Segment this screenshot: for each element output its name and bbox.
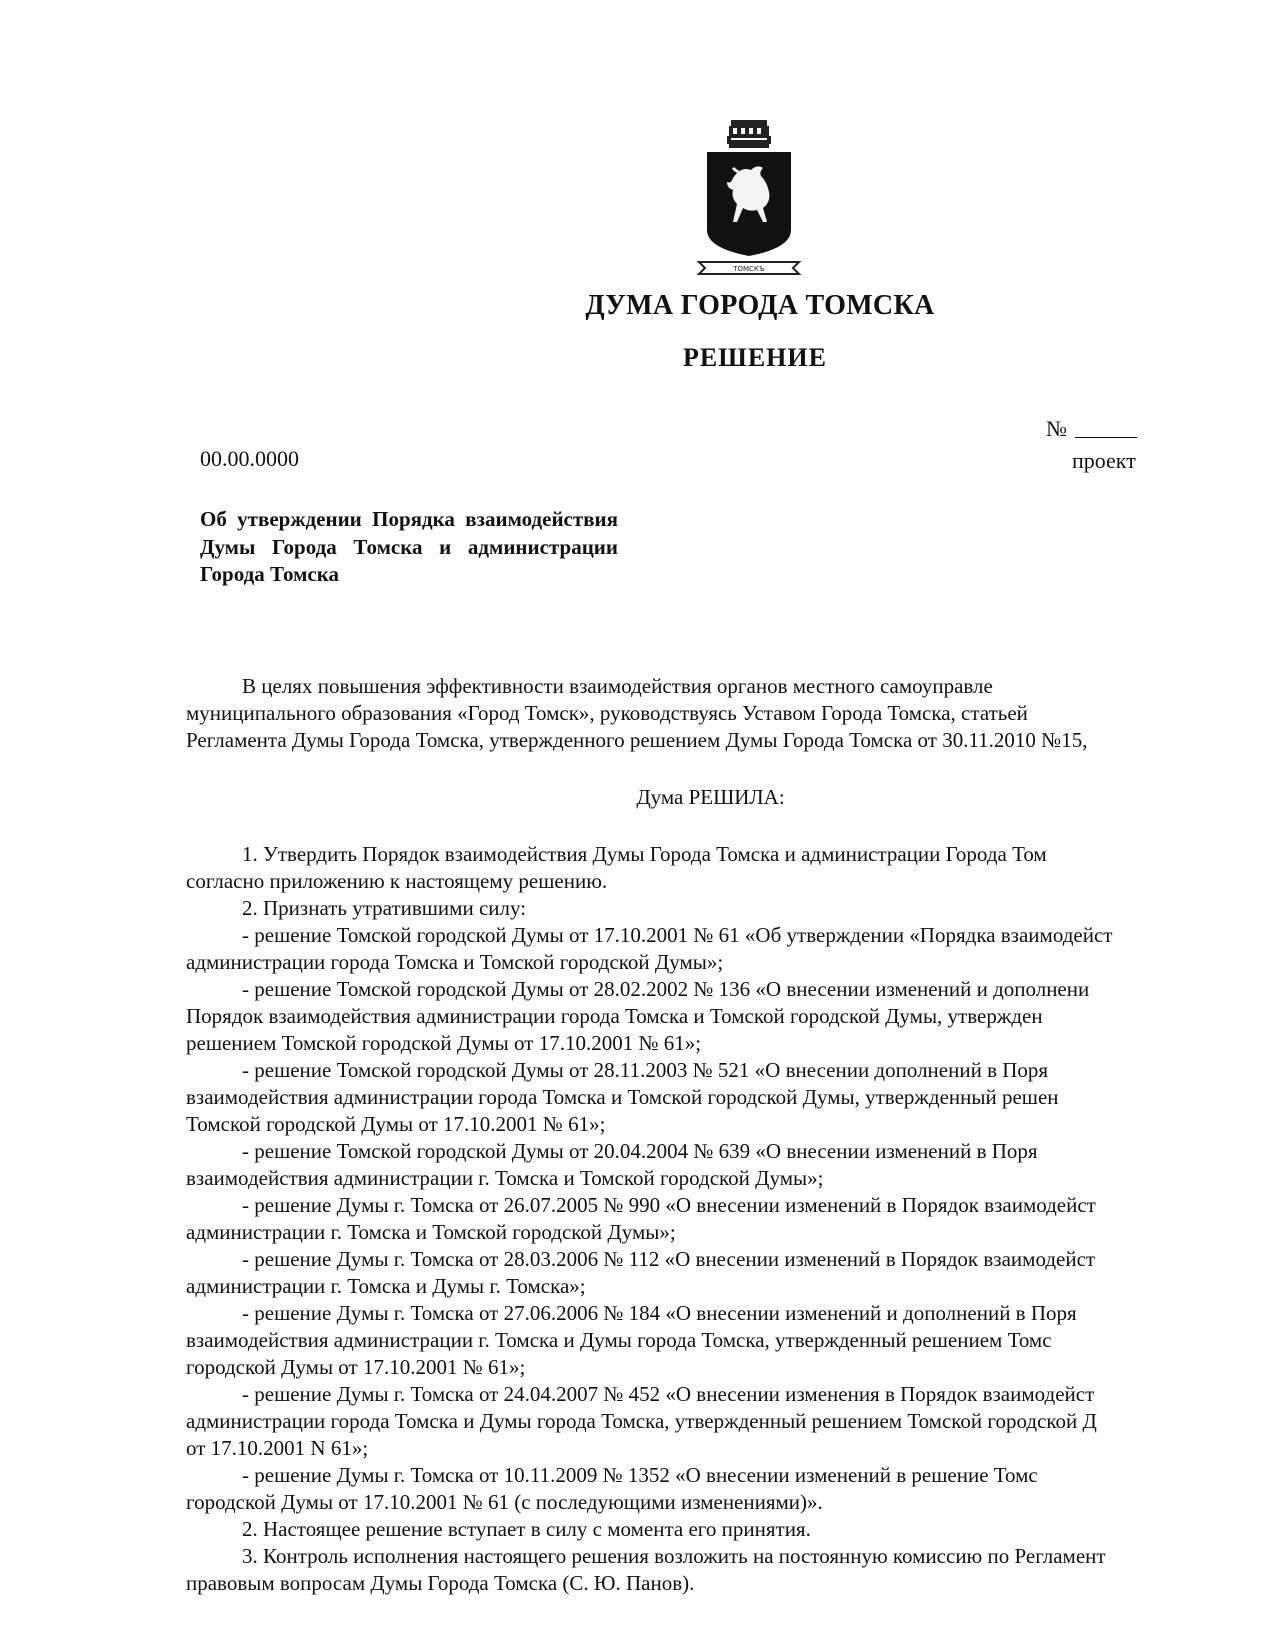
body-line: городской Думы от 17.10.2001 № 61»; [186,1355,526,1379]
body-line: - решение Томской городской Думы от 20.04.2004 № 639 «О внесении изменений в Поря [242,1139,1038,1163]
body-line: - решение Думы г. Томска от 24.04.2007 № 452 «О внесении изменения в Порядок взаимодейст [242,1382,1095,1406]
body-line: взаимодействия администрации города Томска и Томской городской Думы, утвержденный решен [186,1085,1059,1109]
body-line: - решение Томской городской Думы от 17.10.2001 № 61 «Об утверждении «Порядка взаимодейст [242,923,1113,947]
document-type: РЕШЕНИЕ [683,343,827,372]
body-line: - решение Думы г. Томска от 28.03.2006 № 112 «О внесении изменений в Порядок взаимодейст [242,1247,1096,1271]
body-line: администрации г. Томска и Томской городской Думы»; [186,1220,676,1244]
organization-name: ДУМА ГОРОДА ТОМСКА [585,290,935,321]
body-line: администрации города Томска и Думы города Томска, утвержденный решением Томской городской Д [186,1409,1097,1433]
body-line: от 17.10.2001 N 61»; [186,1436,369,1460]
body-line: администрации города Томска и Томской городской Думы»; [186,950,724,974]
body-line: взаимодействия администрации г. Томска и Томской городской Думы»; [186,1166,824,1190]
number-blank-line [1075,437,1137,438]
document-subject: Об утверждении Порядка взаимодействия Думы Города Томска и администрации Города Томска [200,507,618,586]
body-line: Томской городской Думы от 17.10.2001 № 61»; [186,1112,606,1136]
body-line: - решение Думы г. Томска от 10.11.2009 № 1352 «О внесении изменений в решение Томс [242,1463,1038,1487]
document-body [186,673,1275,1597]
preamble-line: В целях повышения эффективности взаимодействия органов местного самоуправле [242,674,993,698]
number-label: № [1046,416,1067,441]
body-line: - решение Думы г. Томска от 27.06.2006 № 184 «О внесении изменений и дополнений в Поря [242,1301,1077,1325]
emblem-ribbon-text: ТОМСКЪ [733,265,765,273]
document-status: проект [1072,448,1136,473]
body-line: 1. Утвердить Порядок взаимодействия Думы Города Томска и администрации Города Том [242,842,1047,866]
tomsk-coat-of-arms-icon [693,118,805,294]
body-line: решением Томской городской Думы от 17.10.2001 № 61»; [186,1031,702,1055]
body-line: правовым вопросам Думы Города Томска (С. Ю. Панов). [186,1571,695,1595]
body-line: 2. Признать утратившими силу: [242,896,527,920]
body-line: городской Думы от 17.10.2001 № 61 (с последующими изменениями)». [186,1490,823,1514]
document-number [1046,416,1137,442]
resolution-heading: Дума РЕШИЛА: [636,785,785,809]
body-line: администрации г. Томска и Думы г. Томска»; [186,1274,586,1298]
body-line: 2. Настоящее решение вступает в силу с момента его принятия. [242,1517,811,1541]
document-date: 00.00.0000 [200,446,299,471]
body-line: согласно приложению к настоящему решению. [186,869,608,893]
body-line: - решение Томской городской Думы от 28.02.2002 № 136 «О внесении изменений и дополнени [242,977,1090,1001]
preamble-line: муниципального образования «Город Томск», руководствуясь Уставом Города Томска, статьей [186,701,1028,725]
body-line: - решение Томской городской Думы от 28.11.2003 № 521 «О внесении дополнений в Поря [242,1058,1049,1082]
body-line: взаимодействия администрации г. Томска и Думы города Томска, утвержденный решением Томс [186,1328,1052,1352]
preamble-line: Регламента Думы Города Томска, утвержденного решением Думы Города Томска от 30.11.2010 №15, [186,728,1088,752]
body-line: 3. Контроль исполнения настоящего решения возложить на постоянную комиссию по Регламент [242,1544,1106,1568]
body-line: - решение Думы г. Томска от 26.07.2005 № 990 «О внесении изменений в Порядок взаимодейст [242,1193,1096,1217]
body-line: Порядок взаимодействия администрации города Томска и Томской городской Думы, утвержден [186,1004,1043,1028]
